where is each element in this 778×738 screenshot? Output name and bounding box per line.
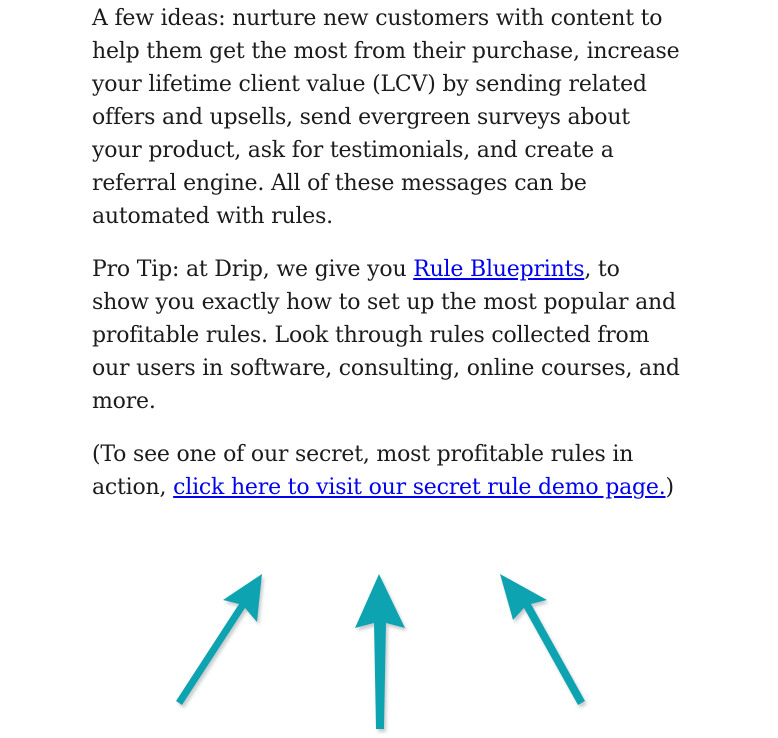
- arrow-up-icon: [355, 574, 405, 729]
- pro-tip-text-rest: , to show you exactly how to set up the most popular and profitable rules. Look through rules collected from our users in software, consulting, online courses, and more.: [92, 257, 680, 414]
- pro-tip-text: Pro Tip: at Drip, we give you: [92, 257, 414, 282]
- arrow-up-left-icon: [500, 574, 585, 705]
- secret-rule-demo-link[interactable]: click here to visit our secret rule demo page.: [173, 475, 666, 500]
- article-body: [92, 2, 682, 524]
- arrows-graphic: [0, 560, 778, 738]
- arrow-up-right-icon: [176, 574, 262, 705]
- paragraph-pro-tip: [92, 253, 682, 418]
- secret-demo-closing: ): [665, 475, 674, 500]
- secret-demo-text: (To see one of our secret, most profitable rules in action,: [92, 442, 634, 500]
- paragraph-ideas: A few ideas: nurture new customers with content to help them get the most from their purchase, increase your lifetime client value (LCV) by sending related offers and upsells, send evergreen surveys about your product, ask for testimonials, and create a referral engine. All of these messages can be automated with rules.: [92, 6, 680, 229]
- paragraph-secret-demo: [92, 438, 682, 504]
- rule-blueprints-link[interactable]: Rule Blueprints: [413, 257, 585, 282]
